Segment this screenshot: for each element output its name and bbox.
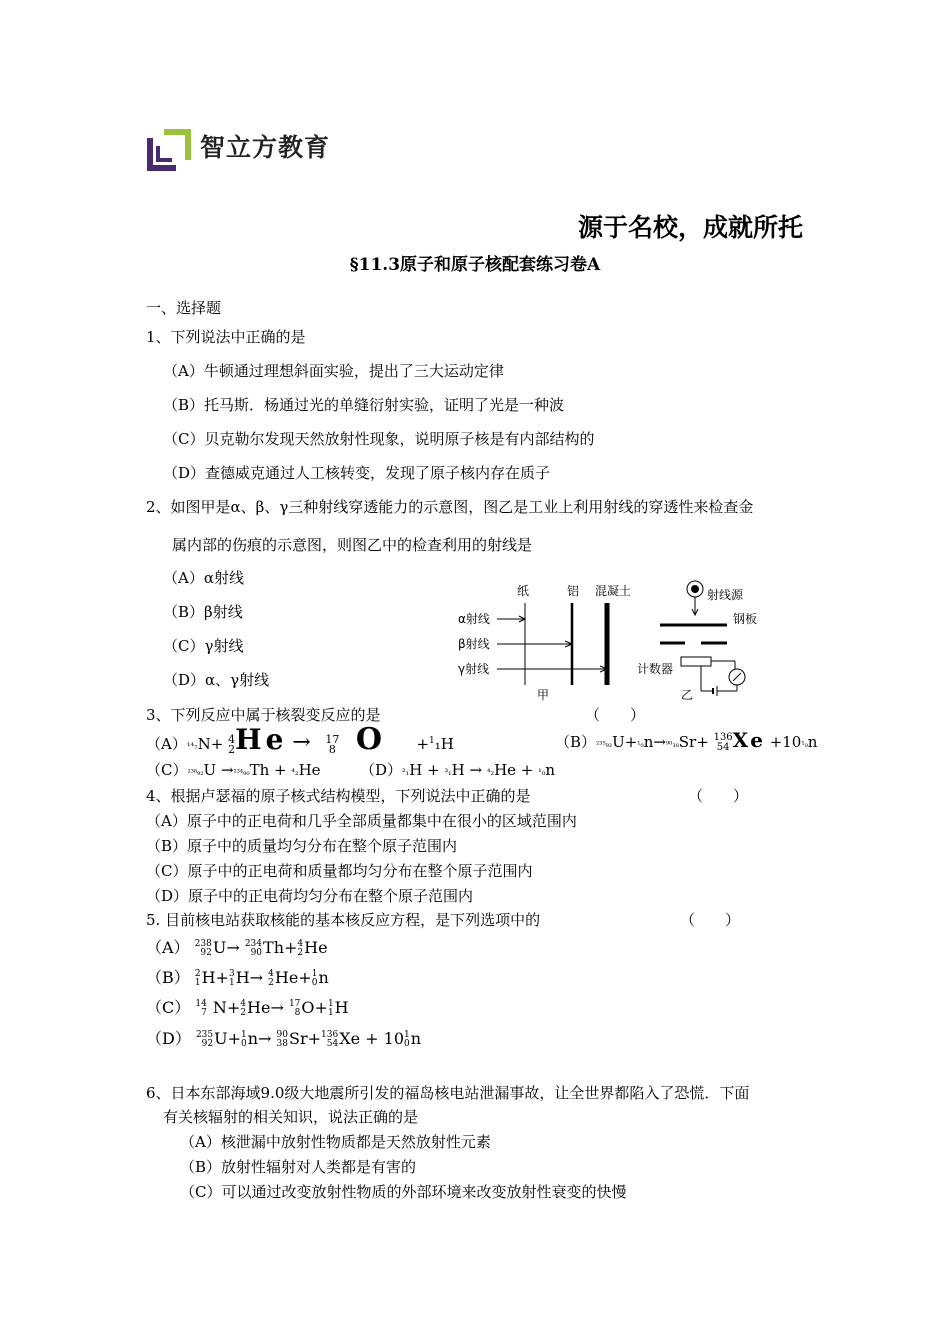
q5-option-c: （C） 14 7 N+4 2He→ 17 8O+1 1H xyxy=(146,998,349,1018)
diag-counter-label: 计数器 xyxy=(637,662,674,676)
q3-option-b: （B）²³⁵₉₂U+¹₀n→⁹⁰₃₈Sr+ 136 54 Xe +10¹₀n xyxy=(555,728,818,753)
q3-option-a-label: （A） xyxy=(146,735,187,753)
q1-option-c: （C）贝克勒尔发现天然放射性现象，说明原子核是有内部结构的 xyxy=(163,430,595,448)
q4-option-a: （A）原子中的正电荷和几乎全部质量都集中在很小的区域范围内 xyxy=(146,812,577,830)
q6-stem-line2: 有关核辐射的相关知识，说法正确的是 xyxy=(163,1108,419,1126)
logo-text: 智立方教育 xyxy=(200,133,331,162)
q5-option-a-label: （A） xyxy=(146,938,190,957)
slogan: 源于名校，成就所托 xyxy=(578,213,804,242)
q3-option-a: （A）¹⁴₇N+ 4 2He → 17 8 O +$^1$₁H xyxy=(146,722,454,757)
q5-option-b: （B） 2 1H+3 1H→ 4 2He+1 0n xyxy=(146,968,329,988)
q3-option-c-label: （C） xyxy=(146,761,188,779)
q2-option-d: （D）α、γ射线 xyxy=(163,671,270,689)
q1-option-d: （D）查德威克通过人工核转变，发现了原子核内存在质子 xyxy=(163,464,551,482)
q6-stem-line1: 6、日本东部海域9.0级大地震所引发的福岛核电站泄漏事故，让全世界都陷入了恐慌．下面 xyxy=(146,1084,750,1102)
diag-counter-box xyxy=(681,657,711,666)
q4-option-b: （B）原子中的质量均匀分布在整个原子范围内 xyxy=(146,837,458,855)
diag-label-b: 乙 xyxy=(681,688,694,702)
q2-option-b: （B）β射线 xyxy=(163,603,243,621)
diag-paper-label: 纸 xyxy=(517,584,530,598)
q6-option-a: （A）核泄漏中放射性物质都是天然放射性元素 xyxy=(180,1133,491,1151)
q3-bracket: （ ） xyxy=(585,706,646,724)
q4-option-d: （D）原子中的正电荷均匀分布在整个原子范围内 xyxy=(146,887,474,905)
diag-source-label: 射线源 xyxy=(707,588,744,602)
q3-option-c: （C）²³⁸₉₂U →²³⁴₉₀Th + ⁴₂He xyxy=(146,761,321,779)
diag-alpha-label: α射线 xyxy=(458,612,490,626)
q4-option-c: （C）原子中的正电荷和质量都均匀分布在整个原子范围内 xyxy=(146,862,533,880)
q2-stem-line1: 2、如图甲是α、β、γ三种射线穿透能力的示意图，图乙是工业上利用射线的穿透性来检查金 xyxy=(146,498,754,516)
q5-option-d: （D） 235 92U+1 0n→ 90 38Sr+136 54Xe + 101 0n xyxy=(146,1029,422,1049)
radiation-diagram xyxy=(455,575,795,703)
diag-aluminum-label: 铝 xyxy=(567,584,580,598)
q5-bracket: （ ） xyxy=(680,911,741,929)
q3-option-b-label: （B） xyxy=(555,733,597,751)
q5-option-b-label: （B） xyxy=(146,968,190,987)
q5-option-a: （A） 238 92U→ 234 90Th+4 2He xyxy=(146,938,328,958)
q6-option-b: （B）放射性辐射对人类都是有害的 xyxy=(180,1158,417,1176)
q2-stem-line2: 属内部的伤痕的示意图，则图乙中的检查利用的射线是 xyxy=(172,536,533,554)
diag-steel-label: 钢板 xyxy=(733,612,758,626)
q6-option-c: （C）可以通过改变放射性物质的外部环境来改变放射性衰变的快慢 xyxy=(180,1183,627,1201)
page-title: §11.3原子和原子核配套练习卷A xyxy=(349,255,601,275)
diag-beta-label: β射线 xyxy=(458,637,490,651)
q5-option-c-label: （C） xyxy=(146,998,191,1017)
section-heading: 一、选择题 xyxy=(146,299,222,317)
q1-stem: 1、下列说法中正确的是 xyxy=(146,328,306,346)
q2-option-c: （C）γ射线 xyxy=(163,637,244,655)
q4-bracket: （ ） xyxy=(688,787,749,805)
q4-stem: 4、根据卢瑟福的原子核式结构模型，下列说法中正确的是 xyxy=(146,787,531,805)
q1-option-b: （B）托马斯．杨通过光的单缝衍射实验，证明了光是一种波 xyxy=(163,396,565,414)
diag-label-a: 甲 xyxy=(537,688,550,702)
q2-option-a: （A）α射线 xyxy=(163,569,244,587)
q3-option-d: （D）²₁H + ³₁H → ⁴₂He + ¹₀n xyxy=(360,761,556,779)
q3-stem: 3、下列反应中属于核裂变反应的是 xyxy=(146,706,381,724)
logo-icon xyxy=(146,128,192,172)
diag-concrete-label: 混凝土 xyxy=(595,584,632,598)
q1-option-a: （A）牛顿通过理想斜面实验，提出了三大运动定律 xyxy=(163,362,504,380)
q5-stem: 5. 目前核电站获取核能的基本核反应方程，是下列选项中的 xyxy=(146,911,541,929)
diag-source-core xyxy=(691,585,699,593)
q5-option-d-label: （D） xyxy=(146,1029,191,1048)
q3-option-d-label: （D） xyxy=(360,761,403,779)
diag-gamma-label: γ射线 xyxy=(458,662,490,676)
